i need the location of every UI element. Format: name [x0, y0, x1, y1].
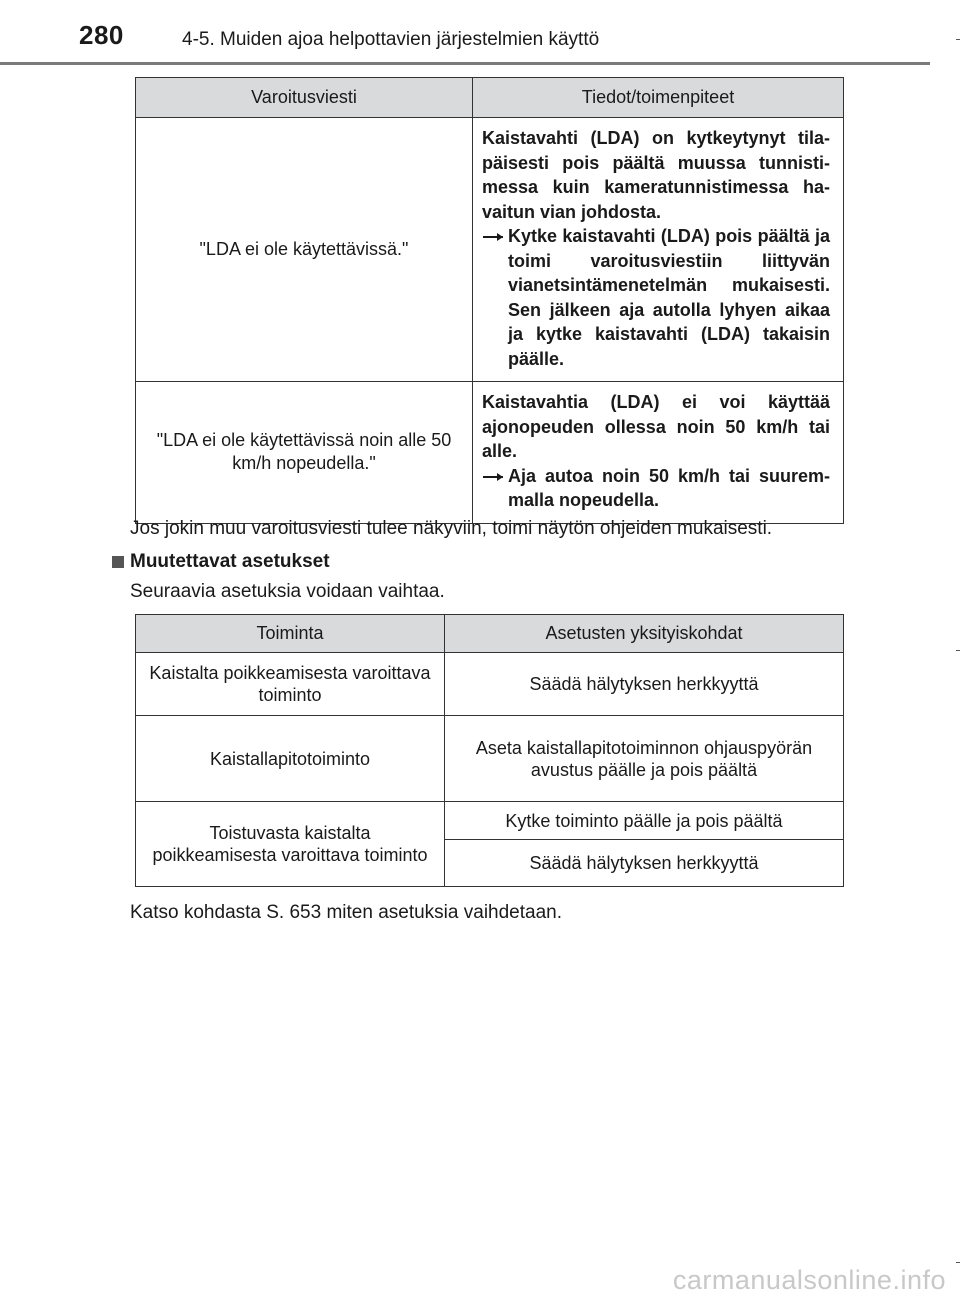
table-row	[136, 716, 844, 802]
settings-intro: Seuraavia asetuksia voidaan vaihtaa.	[130, 581, 445, 602]
setting-detail: Säädä hälytyksen herkkyyttä	[445, 840, 844, 887]
column-header: Varoitusviesti	[136, 78, 473, 118]
warning-action-text: Aja autoa noin 50 km/h tai suurem-malla nopeudella.	[508, 465, 830, 510]
column-header: Asetusten yksityiskohdat	[445, 615, 844, 653]
warning-info: Kaistavahti (LDA) on kytkeytynyt tila-päisesti pois päältä muussa tunnisti-messa kuin kameratunnistimessa ha-vaitun vian johdosta.	[482, 128, 830, 222]
setting-function: Kaistallapitotoiminto	[136, 716, 445, 802]
table-row	[136, 802, 844, 840]
column-header: Toiminta	[136, 615, 445, 653]
table-row	[136, 382, 844, 524]
warning-action-text: Kytke kaistavahti (LDA) pois päältä ja toimi varoitusviestiin liittyvän vianetsintämenetelmän mukaisesti. Sen jälkeen aja autolla lyhyen aikaa ja kytke kaistavahti (LDA) takaisin päälle.	[508, 226, 830, 369]
square-bullet-icon	[112, 556, 124, 568]
header-rule	[0, 62, 930, 65]
setting-function: Toistuvasta kaistalta poikkeamisesta varoittava toiminto	[136, 802, 445, 887]
table-row	[136, 118, 844, 382]
warning-message: "LDA ei ole käytettävissä."	[136, 118, 473, 382]
settings-table	[135, 614, 844, 887]
watermark: carmanualsonline.info	[672, 1265, 946, 1295]
table-header-row	[136, 78, 844, 118]
warning-info: Kaistavahtia (LDA) ei voi käyttää ajonopeuden ollessa noin 50 km/h tai alle.	[482, 392, 830, 461]
warning-action	[482, 464, 830, 513]
table-row	[136, 653, 844, 716]
note-paragraph: Jos jokin muu varoitusviesti tulee näkyviin, toimi näytön ohjeiden mukaisesti.	[130, 518, 773, 539]
arrow-right-icon	[483, 236, 503, 238]
warning-message: "LDA ei ole käytettävissä noin alle 50 km/h nopeudella."	[136, 382, 473, 524]
settings-heading	[112, 551, 330, 573]
settings-heading-text: Muutettavat asetukset	[130, 551, 330, 572]
arrow-right-icon	[483, 476, 503, 478]
setting-detail: Säädä hälytyksen herkkyyttä	[445, 653, 844, 716]
warning-message-table	[135, 77, 844, 524]
setting-function: Kaistalta poikkeamisesta varoittava toiminto	[136, 653, 445, 716]
setting-detail: Kytke toiminto päälle ja pois päältä	[445, 802, 844, 840]
column-header: Tiedot/toimenpiteet	[473, 78, 844, 118]
warning-info-cell	[473, 382, 844, 524]
crop-mark	[956, 650, 960, 651]
warning-info-cell	[473, 118, 844, 382]
footer-note: Katso kohdasta S. 653 miten asetuksia vaihdetaan.	[130, 902, 562, 923]
crop-mark	[956, 1262, 960, 1263]
section-title: 4-5. Muiden ajoa helpottavien järjestelmien käyttö	[182, 29, 600, 50]
setting-detail: Aseta kaistallapitotoiminnon ohjauspyörän avustus päälle ja pois päältä	[445, 716, 844, 802]
table-header-row	[136, 615, 844, 653]
warning-action	[482, 224, 830, 371]
crop-mark	[956, 39, 960, 40]
page-number: 280	[79, 20, 124, 50]
